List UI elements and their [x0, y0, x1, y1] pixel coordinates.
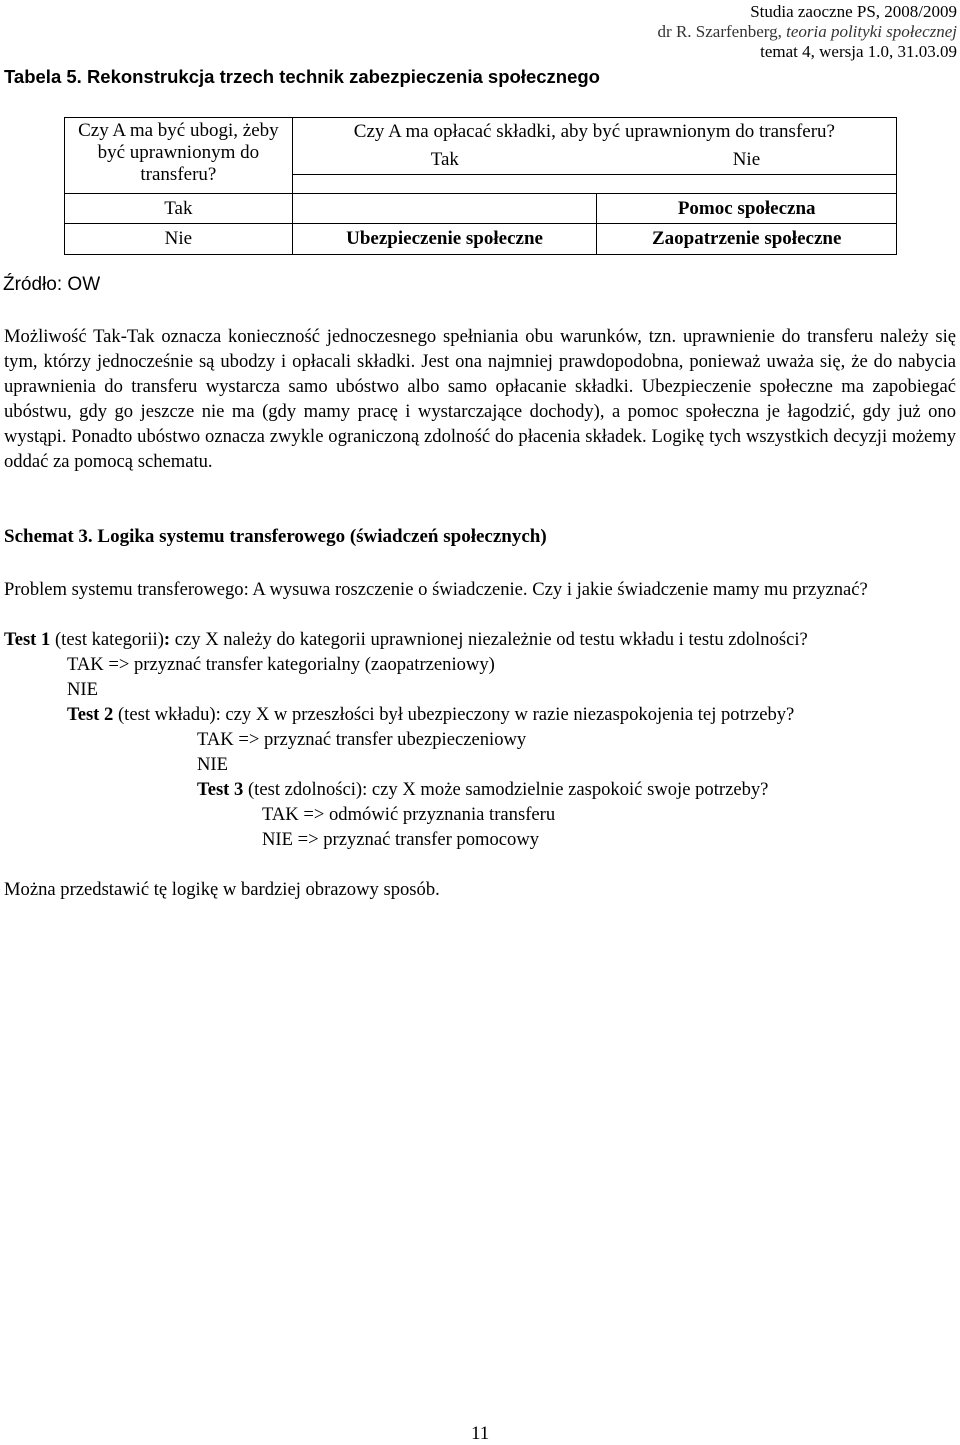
test2-line	[67, 702, 794, 727]
test1-nie: NIE	[67, 679, 98, 700]
table-cell-pomoc: Pomoc społeczna	[597, 194, 897, 224]
test3-nie: NIE => przyznać transfer pomocowy	[262, 829, 540, 850]
table-top-question: Czy A ma opłacać składki, aby być uprawnionym do transferu?	[292, 118, 896, 146]
test2-nie: NIE	[197, 754, 228, 775]
test1-tak: TAK => przyznać transfer kategorialny (zaopatrzeniowy)	[67, 654, 495, 675]
test2-question: (test wkładu): czy X w przeszłości był ubezpieczony w razie niezaspokojenia tej potrzeby?	[113, 704, 795, 725]
table-cell-zaopatrzenie: Zaopatrzenie społeczne	[597, 224, 897, 255]
test3-label: Test 3	[197, 779, 244, 800]
header-version: temat 4, wersja 1.0, 31.03.09	[760, 42, 957, 61]
table-spacer	[292, 175, 597, 194]
header-author-name: dr R. Szarfenberg,	[657, 22, 787, 41]
header-course: Studia zaoczne PS, 2008/2009	[750, 2, 957, 21]
test1-line	[4, 627, 808, 652]
table-title: Tabela 5. Rekonstrukcja trzech technik zabezpieczenia społecznego	[4, 66, 600, 87]
problem-statement: Problem systemu transferowego: A wysuwa roszczenie o świadczenie. Czy i jakie świadczenie mamy mu przyznać?	[4, 579, 868, 600]
table-col-nie: Nie	[597, 146, 897, 175]
header-subject: teoria polityki społecznej	[786, 22, 957, 41]
test2-label: Test 2	[67, 704, 114, 725]
reconstruction-table	[64, 117, 897, 255]
schema-title: Schemat 3. Logika systemu transferowego (świadczeń społecznych)	[4, 526, 547, 547]
test3-line	[197, 777, 768, 802]
table-row-tak: Tak	[65, 194, 293, 224]
table-corner-question: Czy A ma być ubogi, żeby być uprawnionym do transferu?	[65, 118, 293, 194]
test1-kind: (test kategorii)	[50, 629, 164, 650]
body-paragraph: Możliwość Tak-Tak oznacza konieczność jednoczesnego spełniania obu warunków, tzn. uprawnienie do transferu należy się tym, którzy jednocześnie są ubodzy i opłacali składki. Jest ona najmniej prawdopodobna, ponieważ uważa się, że do nabycia uprawnienia do transferu wystarcza samo ubóstwo albo samo opłacanie składki. Ubezpieczenie społeczne ma zapobiegać ubóstwu, gdy go jeszcze nie ma (gdy mamy pracę i wystarczające dochody), a pomoc społeczna je łagodzić, gdy już ono wystąpi. Ponadto ubóstwo oznacza zwykle ograniczoną zdolność do płacenia składek. Logikę tych wszystkich decyzji możemy oddać za pomocą schematu.	[4, 326, 956, 472]
table-cell-tak-tak	[292, 194, 597, 224]
table-spacer	[597, 175, 897, 194]
table-col-tak: Tak	[292, 146, 597, 175]
table-row-nie: Nie	[65, 224, 293, 255]
page-header	[658, 2, 957, 62]
table-source: Źródło: OW	[3, 274, 101, 295]
page-number: 11	[471, 1423, 490, 1444]
test3-tak: TAK => odmówić przyznania transferu	[262, 804, 556, 825]
test2-tak: TAK => przyznać transfer ubezpieczeniowy	[197, 729, 527, 750]
test3-question: (test zdolności): czy X może samodzielnie zaspokoić swoje potrzeby?	[243, 779, 769, 800]
test1-colon: :	[163, 629, 171, 650]
table-cell-ubezpieczenie: Ubezpieczenie społeczne	[292, 224, 597, 255]
test1-label: Test 1	[4, 629, 51, 650]
header-author	[658, 22, 957, 42]
test1-question: czy X należy do kategorii uprawnionej niezależnie od testu wkładu i testu zdolności?	[170, 629, 808, 650]
closing-sentence: Można przedstawić tę logikę w bardziej obrazowy sposób.	[4, 879, 440, 900]
